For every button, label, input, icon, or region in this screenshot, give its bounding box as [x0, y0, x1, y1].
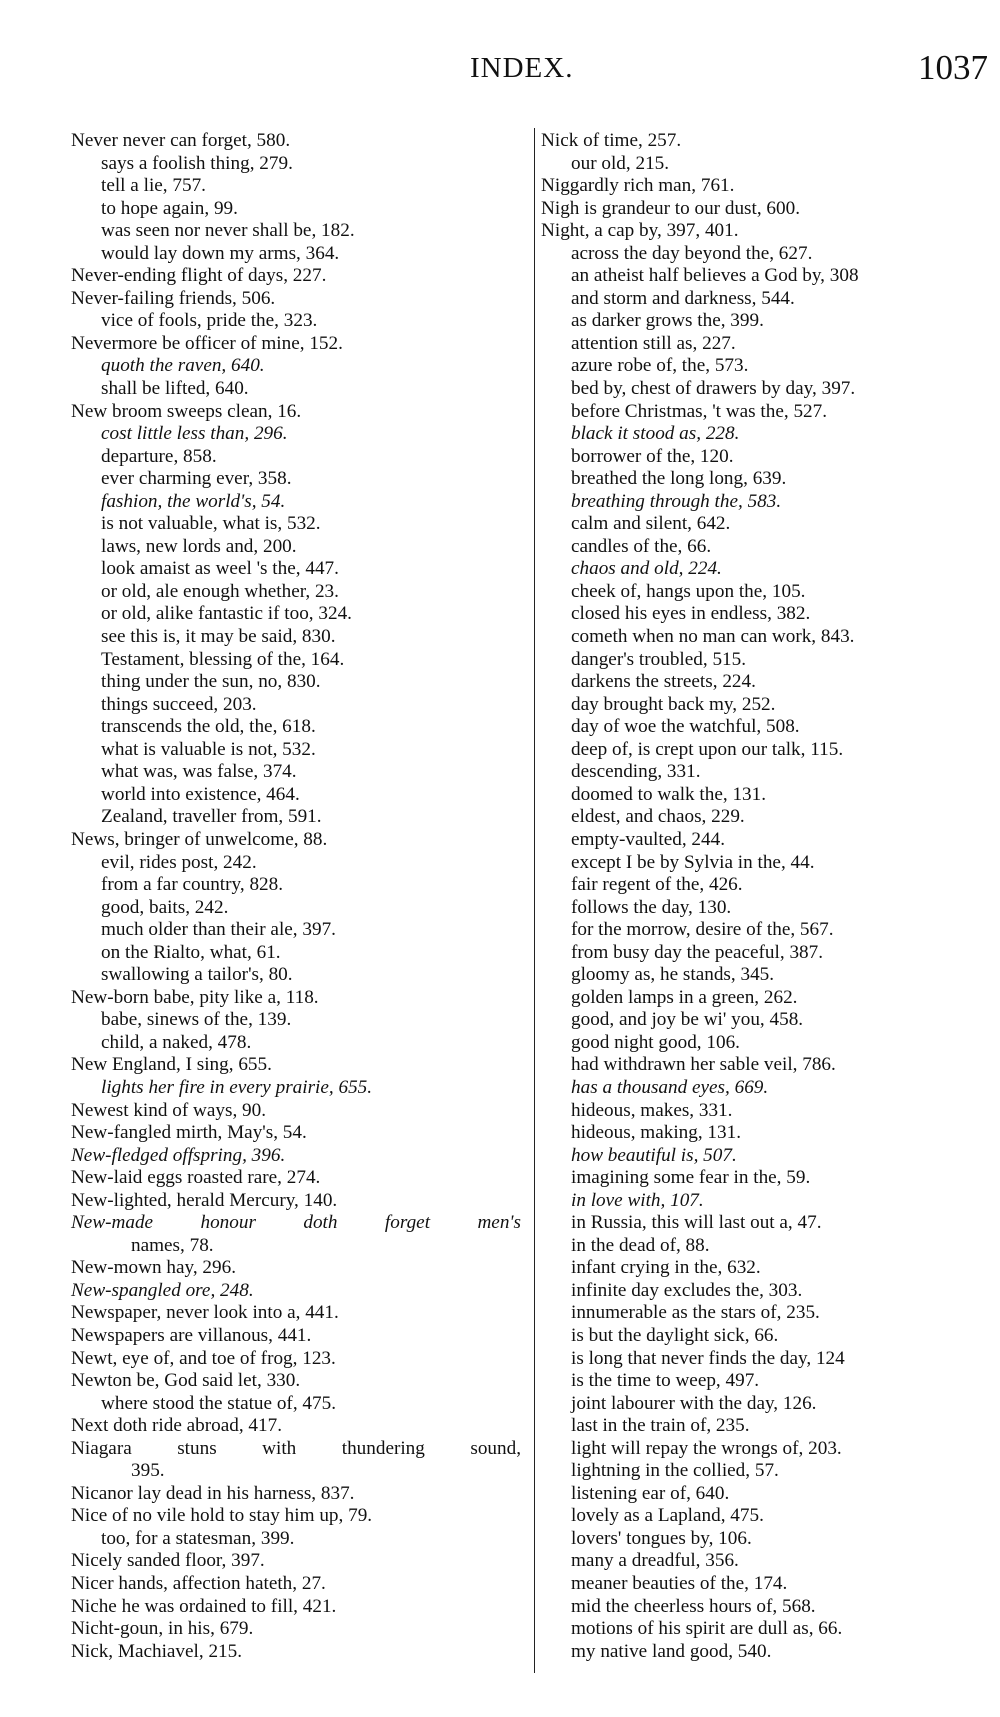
index-entry-heading: Night, a cap by, 397, 401.: [541, 220, 739, 242]
index-subentry: infant crying in the, 632.: [571, 1257, 761, 1279]
index-entry-heading: Newton be, God said let, 330.: [71, 1370, 301, 1392]
index-subentry: ever charming ever, 358.: [101, 468, 292, 490]
index-subentry: black it stood as, 228.: [571, 423, 740, 445]
index-entry-heading: Nice of no vile hold to stay him up, 79.: [71, 1505, 373, 1527]
index-entry-heading: Niche he was ordained to fill, 421.: [71, 1595, 337, 1617]
index-subentry: fashion, the world's, 54.: [101, 490, 286, 512]
index-subentry: last in the train of, 235.: [571, 1415, 750, 1437]
index-subentry: tell a lie, 757.: [101, 175, 206, 197]
index-entry-heading: Nick of time, 257.: [541, 130, 682, 151]
index-entry-heading: Nicer hands, affection hateth, 27.: [71, 1573, 326, 1594]
index-column-right: [541, 130, 991, 1663]
index-entry-heading: Nicely sanded floor, 397.: [71, 1550, 265, 1572]
index-entry-heading: Niggardly rich man, 761.: [541, 175, 735, 197]
index-subentry: says a foolish thing, 279.: [101, 152, 293, 174]
index-entry-heading: New-born babe, pity like a, 118.: [71, 986, 319, 1008]
index-subentry: vice of fools, pride the, 323.: [101, 310, 318, 332]
index-entry-heading: News, bringer of unwelcome, 88.: [71, 828, 328, 850]
index-subentry: listening ear of, 640.: [571, 1482, 730, 1504]
index-subentry: departure, 858.: [101, 445, 217, 467]
index-entry-heading: New England, I sing, 655.: [71, 1054, 272, 1076]
index-entry-heading: New-mown hay, 296.: [71, 1257, 237, 1279]
index-subentry: motions of his spirit are dull as, 66.: [571, 1618, 843, 1640]
index-subentry: on the Rialto, what, 61.: [101, 941, 281, 963]
index-subentry: where stood the statue of, 475.: [101, 1392, 336, 1414]
index-subentry: in the dead of, 88.: [571, 1234, 710, 1256]
index-entry-heading: Next doth ride abroad, 417.: [71, 1415, 283, 1437]
index-subentry: world into existence, 464.: [101, 783, 300, 805]
index-subentry: what was, was false, 374.: [101, 761, 297, 783]
index-subentry: chaos and old, 224.: [571, 558, 722, 580]
page-header: [0, 48, 1000, 102]
index-subentry: is not valuable, what is, 532.: [101, 513, 321, 535]
index-subentry: transcends the old, the, 618.: [101, 716, 316, 738]
index-subentry: attention still as, 227.: [571, 332, 736, 354]
index-subentry: light will repay the wrongs of, 203.: [571, 1437, 842, 1459]
index-subentry: things succeed, 203.: [101, 693, 257, 715]
index-subentry: azure robe of, the, 573.: [571, 355, 749, 377]
index-entry-heading: Newspaper, never look into a, 441.: [71, 1302, 339, 1324]
index-subentry: follows the day, 130.: [571, 896, 732, 918]
index-subentry: much older than their ale, 397.: [101, 919, 336, 941]
index-subentry: from busy day the peaceful, 387.: [571, 941, 824, 963]
index-subentry: in Russia, this will last out a, 47.: [571, 1212, 822, 1234]
index-subentry: from a far country, 828.: [101, 874, 284, 896]
index-entry-heading: New-spangled ore, 248.: [71, 1279, 254, 1301]
index-entry-continuation: 395.: [131, 1460, 165, 1482]
index-subentry: child, a naked, 478.: [101, 1031, 252, 1053]
index-subentry: golden lamps in a green, 262.: [571, 986, 798, 1008]
index-subentry: closed his eyes in endless, 382.: [571, 603, 811, 625]
index-entry-continuation: names, 78.: [131, 1234, 214, 1256]
index-subentry: would lay down my arms, 364.: [101, 242, 340, 264]
index-subentry: doomed to walk the, 131.: [571, 783, 767, 805]
index-subentry: babe, sinews of the, 139.: [101, 1009, 292, 1031]
index-subentry: our old, 215.: [571, 152, 670, 174]
index-subentry: good, baits, 242.: [101, 896, 229, 918]
index-subentry: imagining some fear in the, 59.: [571, 1167, 811, 1189]
index-subentry: cheek of, hangs upon the, 105.: [571, 580, 806, 602]
index-subentry: or old, alike fantastic if too, 324.: [101, 603, 352, 625]
index-subentry: laws, new lords and, 200.: [101, 535, 297, 557]
index-subentry: in love with, 107.: [571, 1189, 704, 1211]
index-subentry: too, for a statesman, 399.: [101, 1527, 295, 1549]
index-entry-heading: Niagara stuns with thundering sound,: [71, 1437, 521, 1459]
index-subentry: lightning in the collied, 57.: [571, 1460, 779, 1482]
index-subentry: gloomy as, he stands, 345.: [571, 964, 775, 986]
index-subentry: empty-vaulted, 244.: [571, 828, 725, 850]
index-subentry: or old, ale enough whether, 23.: [101, 580, 339, 602]
index-subentry: to hope again, 99.: [101, 197, 238, 219]
index-subentry: lovers' tongues by, 106.: [571, 1527, 752, 1549]
index-subentry: see this is, it may be said, 830.: [101, 626, 336, 648]
index-entry-heading: Nick, Machiavel, 215.: [71, 1640, 243, 1662]
page-number: 1037: [918, 48, 988, 87]
index-subentry: quoth the raven, 640.: [101, 355, 265, 377]
index-subentry: how beautiful is, 507.: [571, 1144, 737, 1166]
index-entry-heading: New-lighted, herald Mercury, 140.: [71, 1189, 338, 1211]
index-subentry: infinite day excludes the, 303.: [571, 1279, 803, 1301]
index-subentry: deep of, is crept upon our talk, 115.: [571, 738, 844, 760]
index-subentry: lights her fire in every prairie, 655.: [101, 1076, 373, 1098]
index-subentry: swallowing a tailor's, 80.: [101, 964, 293, 986]
index-subentry: calm and silent, 642.: [571, 513, 731, 535]
index-subentry: was seen nor never shall be, 182.: [101, 220, 355, 242]
index-subentry: meaner beauties of the, 174.: [571, 1573, 788, 1594]
index-subentry: good night good, 106.: [571, 1031, 740, 1053]
index-subentry: many a dreadful, 356.: [571, 1550, 739, 1572]
index-entry-heading: Never never can forget, 580.: [71, 130, 291, 151]
index-subentry: as darker grows the, 399.: [571, 310, 764, 332]
index-subentry: evil, rides post, 242.: [101, 851, 257, 873]
index-subentry: lovely as a Lapland, 475.: [571, 1505, 764, 1527]
index-subentry: my native land good, 540.: [571, 1640, 772, 1662]
index-subentry: across the day beyond the, 627.: [571, 242, 813, 264]
index-subentry: thing under the sun, no, 830.: [101, 671, 321, 693]
index-subentry: day brought back my, 252.: [571, 693, 776, 715]
index-entry-heading: Nicht-goun, in his, 679.: [71, 1618, 254, 1640]
index-subentry: has a thousand eyes, 669.: [571, 1076, 769, 1098]
index-subentry: except I be by Sylvia in the, 44.: [571, 851, 815, 873]
index-subentry: before Christmas, 't was the, 527.: [571, 400, 828, 422]
index-entry-heading: Newest kind of ways, 90.: [71, 1099, 267, 1121]
index-entry-heading: Never-failing friends, 506.: [71, 287, 276, 309]
index-subentry: cost little less than, 296.: [101, 423, 288, 445]
index-subentry: is but the daylight sick, 66.: [571, 1324, 779, 1346]
index-entry-heading: Newspapers are villanous, 441.: [71, 1324, 312, 1346]
index-subentry: cometh when no man can work, 843.: [571, 626, 855, 648]
index-subentry: fair regent of the, 426.: [571, 874, 743, 896]
index-entry-heading: Newt, eye of, and toe of frog, 123.: [71, 1347, 336, 1369]
index-subentry: shall be lifted, 640.: [101, 378, 249, 400]
index-column-left: [71, 130, 521, 1663]
index-entry-heading: New-fangled mirth, May's, 54.: [71, 1122, 307, 1144]
running-title: INDEX.: [470, 52, 574, 84]
index-subentry: what is valuable is not, 532.: [101, 738, 316, 760]
column-divider: [534, 128, 535, 1673]
index-subentry: borrower of the, 120.: [571, 445, 734, 467]
index-subentry: hideous, makes, 331.: [571, 1099, 733, 1121]
index-subentry: danger's troubled, 515.: [571, 648, 747, 670]
index-entry-heading: New-fledged offspring, 396.: [71, 1144, 286, 1166]
index-subentry: breathed the long long, 639.: [571, 468, 787, 490]
index-subentry: good, and joy be wi' you, 458.: [571, 1009, 804, 1031]
index-entry-heading: Nigh is grandeur to our dust, 600.: [541, 197, 801, 219]
index-subentry: breathing through the, 583.: [571, 490, 782, 512]
index-subentry: is the time to weep, 497.: [571, 1370, 760, 1392]
index-subentry: look amaist as weel 's the, 447.: [101, 558, 339, 580]
index-subentry: had withdrawn her sable veil, 786.: [571, 1054, 836, 1076]
index-subentry: candles of the, 66.: [571, 535, 712, 557]
index-entry-heading: Nevermore be officer of mine, 152.: [71, 332, 343, 354]
index-subentry: Testament, blessing of the, 164.: [101, 648, 345, 670]
index-subentry: descending, 331.: [571, 761, 701, 783]
index-subentry: for the morrow, desire of the, 567.: [571, 919, 834, 941]
index-subentry: innumerable as the stars of, 235.: [571, 1302, 820, 1324]
index-subentry: joint labourer with the day, 126.: [571, 1392, 817, 1414]
index-subentry: is long that never finds the day, 124: [571, 1347, 845, 1369]
index-subentry: mid the cheerless hours of, 568.: [571, 1595, 816, 1617]
index-subentry: an atheist half believes a God by, 308: [571, 265, 859, 287]
index-subentry: hideous, making, 131.: [571, 1122, 742, 1144]
index-subentry: day of woe the watchful, 508.: [571, 716, 800, 738]
index-subentry: eldest, and chaos, 229.: [571, 806, 745, 828]
index-subentry: darkens the streets, 224.: [571, 671, 756, 693]
index-entry-heading: New-made honour doth forget men's: [71, 1212, 521, 1234]
index-entry-heading: New-laid eggs roasted rare, 274.: [71, 1167, 321, 1189]
index-entry-heading: New broom sweeps clean, 16.: [71, 400, 302, 422]
index-subentry: bed by, chest of drawers by day, 397.: [571, 378, 856, 400]
index-subentry: and storm and darkness, 544.: [571, 287, 795, 309]
index-subentry: Zealand, traveller from, 591.: [101, 806, 322, 828]
index-entry-heading: Never-ending flight of days, 227.: [71, 265, 327, 287]
index-entry-heading: Nicanor lay dead in his harness, 837.: [71, 1482, 355, 1504]
